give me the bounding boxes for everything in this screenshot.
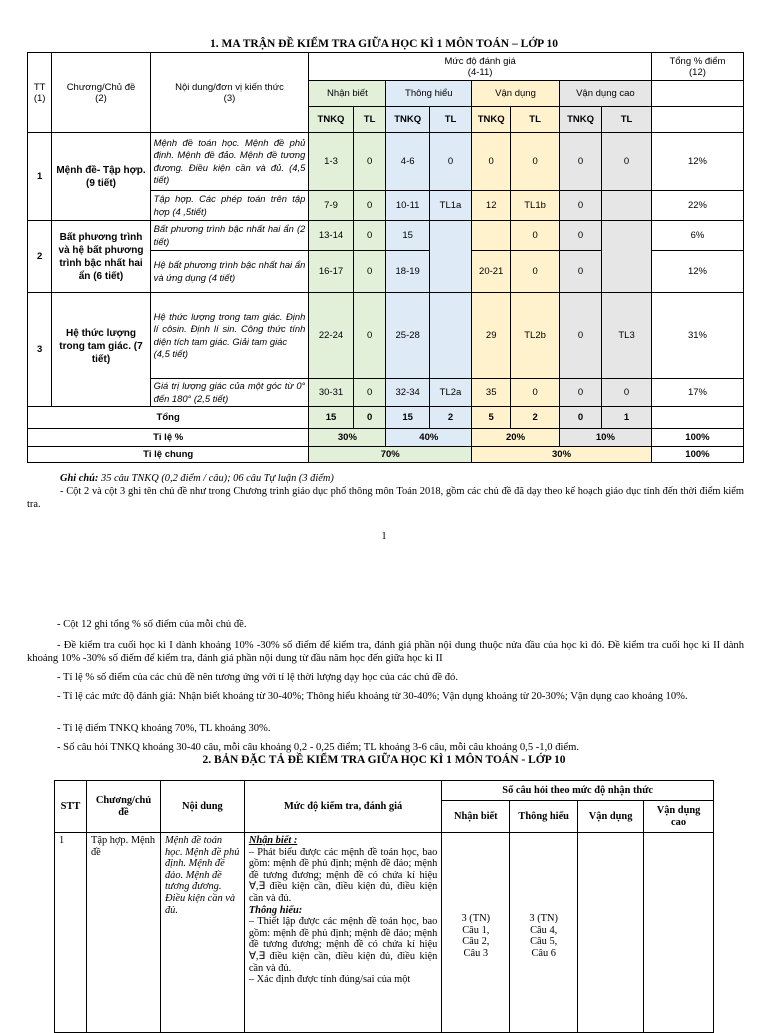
spec-level-header: Nhận biết	[442, 801, 510, 833]
spec-header-content: Nội dung	[160, 781, 244, 833]
paragraph: - Tỉ lệ % số điểm của các chủ đề nên tương ứng với tỉ lệ thời lượng dạy học của các chủ đề đó.	[57, 672, 458, 683]
cell: 0	[472, 133, 511, 191]
spec-chapter: Tập hợp. Mệnh đề	[86, 833, 160, 1033]
cell: 25-28	[386, 293, 429, 379]
paragraph: - Tỉ lệ điểm TNKQ khoảng 70%, TL khoảng 30%.	[57, 723, 271, 734]
exam-matrix-table	[27, 52, 744, 463]
page-number: 1	[381, 531, 387, 542]
total-cell: 0	[559, 407, 601, 429]
header-total-blank	[651, 81, 743, 107]
spec-stt: 1	[55, 833, 87, 1033]
content-cell: Bất phương trình bậc nhất hai ẩn (2 tiết)	[150, 221, 309, 251]
total-label: Tổng	[28, 407, 309, 429]
sub-tnkq: TNKQ	[559, 107, 601, 133]
sub-tl: TL	[511, 107, 560, 133]
spec-level-header: Vận dụng cao	[644, 801, 714, 833]
total-cell: 2	[511, 407, 560, 429]
spec-header-level: Mức độ kiểm tra, đánh giá	[244, 781, 442, 833]
content-cell: Hệ thức lượng trong tam giác. Định lí côsin. Định lí sin. Công thức tính diện tích tam giác. Giải tam giác (4,5 tiết)	[150, 293, 309, 379]
total-cell: 5	[472, 407, 511, 429]
pct-cell: 6%	[651, 221, 743, 251]
cell: 0	[353, 133, 386, 191]
cell	[429, 293, 471, 379]
cell: 0	[511, 379, 560, 407]
chapter-name: Bất phương trình và hệ bất phương trình bậc nhất hai ẩn (6 tiết)	[52, 221, 150, 293]
cell: 30-31	[309, 379, 353, 407]
ratio-cell: 30%	[309, 429, 386, 447]
cell: 0	[353, 221, 386, 251]
spec-header-chapter: Chương/chủ đề	[86, 781, 160, 833]
cell: 18-19	[386, 251, 429, 293]
chapter-name: Hệ thức lượng trong tam giác. (7 tiết)	[52, 293, 150, 407]
note-columns: - Cột 2 và cột 3 ghi tên chủ đề như trong Chương trình giáo dục phổ thông môn Toán 2018, gồm các chủ đề đã dạy theo kế hoạch giáo dục tính đến thời điểm kiểm tra.	[27, 486, 744, 510]
cell: 0	[511, 251, 560, 293]
cell: TL2b	[511, 293, 560, 379]
content-cell: Mệnh đề toán học. Mệnh đề phủ định. Mệnh đề đảo. Mệnh đề tương đương. Điều kiện cần và đủ. (4,5 tiết)	[150, 133, 309, 191]
cell: 32-34	[386, 379, 429, 407]
cell: 0	[559, 379, 601, 407]
spec-description: Nhận biết : – Phát biểu được các mệnh đề toán học, bao gồm: mệnh đề phủ định; mệnh đề đảo; mệnh đề tương đương; mệnh đề có chứa kí hiệu ∀,∃ điều kiện cần, điều kiện đủ, điều kiện cần và đủ. Thông hiểu: – Thiết lập được các mệnh đề toán học, bao gồm: mệnh đề phủ định; mệnh đề đảo; mệnh đề tương đương; mệnh đề có chứa kí hiệu ∀,∃ điều kiện cần, điều kiện đủ, điều kiện cần và đủ. – Xác định được tính đúng/sai của một	[244, 833, 442, 1033]
cell: 15	[386, 221, 429, 251]
cell: 0	[429, 133, 471, 191]
level-van-dung: Vận dụng	[472, 81, 560, 107]
sub-tl: TL	[602, 107, 652, 133]
common-ratio-cell: 30%	[472, 447, 652, 463]
chapter-tt: 1	[28, 133, 52, 221]
spec-header-stt: STT	[55, 781, 87, 833]
cell: 0	[559, 191, 601, 221]
total-cell: 15	[386, 407, 429, 429]
header-tt: TT (1)	[28, 53, 52, 133]
cell: 7-9	[309, 191, 353, 221]
cell: 16-17	[309, 251, 353, 293]
cell: 0	[353, 379, 386, 407]
pct-cell: 12%	[651, 251, 743, 293]
chapter-name: Mệnh đề- Tập hợp. (9 tiết)	[52, 133, 150, 221]
cell	[602, 191, 652, 221]
cell: 20-21	[472, 251, 511, 293]
pct-cell: 17%	[651, 379, 743, 407]
cell: 29	[472, 293, 511, 379]
ratio-cell: 20%	[472, 429, 560, 447]
spec-table	[54, 780, 714, 1033]
common-ratio-cell: 70%	[309, 447, 472, 463]
matrix-title: 1. MA TRẬN ĐỀ KIỂM TRA GIỮA HỌC KÌ 1 MÔN TOÁN – LỚP 10	[210, 38, 558, 50]
chapter-tt: 3	[28, 293, 52, 407]
paragraph: - Cột 12 ghi tổng % số điểm của mỗi chủ đề.	[57, 619, 247, 630]
header-total: Tổng % điểm (12)	[651, 53, 743, 81]
paragraph: - Tỉ lệ các mức độ đánh giá: Nhận biết khoảng từ 30-40%; Thông hiểu khoảng từ 30-40%; Vận dụng khoảng từ 20-30%; Vận dụng cao khoảng 10%.	[57, 691, 688, 702]
ratio-cell: 40%	[386, 429, 472, 447]
cell: 0	[353, 293, 386, 379]
content-cell: Giá trị lượng giác của một góc từ 0° đến 180° (2,5 tiết)	[150, 379, 309, 407]
sub-tnkq: TNKQ	[472, 107, 511, 133]
pct-cell: 31%	[651, 293, 743, 379]
cell	[429, 221, 471, 293]
level-van-dung-cao: Vận dụng cao	[559, 81, 651, 107]
pct-cell: 22%	[651, 191, 743, 221]
cell: 12	[472, 191, 511, 221]
cell: 1-3	[309, 133, 353, 191]
level-thong-hieu: Thông hiểu	[386, 81, 472, 107]
spec-content: Mệnh đề toán học. Mệnh đề phủ định. Mệnh đề đảo. Mệnh đề tương đương. Điều kiện cần và đủ.	[160, 833, 244, 1033]
header-chapter: Chương/Chủ đề (2)	[52, 53, 150, 133]
paragraph: - Đề kiểm tra cuối học kì I dành khoảng 10% -30% số điểm để kiểm tra, đánh giá phần nội dung thuộc nửa đầu của học kì đó. Đề kiểm tra cuối học kì II dành khoảng 10% -30% số điểm để kiểm tra, đánh giá phần nội dung từ đầu năm học đến giữa học kì II	[27, 640, 744, 664]
spec-header-question-count: Số câu hỏi theo mức độ nhận thức	[442, 781, 714, 801]
total-cell: 15	[309, 407, 353, 429]
cell	[602, 221, 652, 293]
cell: 10-11	[386, 191, 429, 221]
cell: 0	[559, 133, 601, 191]
cell: 0	[559, 221, 601, 251]
cell: 0	[602, 379, 652, 407]
header-content: Nội dung/đơn vị kiến thức (3)	[150, 53, 309, 133]
cell: TL2a	[429, 379, 471, 407]
level-nhan-biet: Nhận biết	[309, 81, 386, 107]
total-pct-blank	[651, 407, 743, 429]
cell: 22-24	[309, 293, 353, 379]
spec-vd-questions	[578, 833, 644, 1033]
cell: 0	[511, 221, 560, 251]
spec-level-header: Thông hiểu	[510, 801, 578, 833]
sub-total-blank	[651, 107, 743, 133]
common-ratio-label: Tỉ lệ chung	[28, 447, 309, 463]
sub-tl: TL	[353, 107, 386, 133]
paragraph: - Số câu hỏi TNKQ khoảng 30-40 câu, mỗi câu khoảng 0,2 - 0,25 điểm; TL khoảng 3-6 câu, mỗi câu khoảng 0,5 -1,0 điểm.	[57, 742, 580, 753]
cell: 4-6	[386, 133, 429, 191]
spec-vdc-questions	[644, 833, 714, 1033]
cell: TL1b	[511, 191, 560, 221]
chapter-tt: 2	[28, 221, 52, 293]
cell: 35	[472, 379, 511, 407]
cell: 0	[602, 133, 652, 191]
content-cell: Tập hợp. Các phép toán trên tập hợp (4 ,5tiết)	[150, 191, 309, 221]
sub-tnkq: TNKQ	[309, 107, 353, 133]
sub-tnkq: TNKQ	[386, 107, 429, 133]
common-ratio-total: 100%	[651, 447, 743, 463]
cell: 0	[353, 191, 386, 221]
spec-level-header: Vận dụng	[578, 801, 644, 833]
spec-nb-questions: 3 (TN) Câu 1, Câu 2, Câu 3	[442, 833, 510, 1033]
header-level: Mức độ đánh giá (4-11)	[309, 53, 652, 81]
cell: 0	[353, 251, 386, 293]
spec-th-questions: 3 (TN) Câu 4, Câu 5, Câu 6	[510, 833, 578, 1033]
content-cell: Hệ bất phương trình bậc nhất hai ẩn và ứng dụng (4 tiết)	[150, 251, 309, 293]
sub-tl: TL	[429, 107, 471, 133]
cell	[472, 221, 511, 251]
ratio-total: 100%	[651, 429, 743, 447]
total-cell: 0	[353, 407, 386, 429]
total-cell: 1	[602, 407, 652, 429]
note-summary: Ghi chú: 35 câu TNKQ (0,2 điểm / câu); 06 câu Tự luận (3 điểm)	[60, 473, 334, 484]
ratio-label: Tỉ lệ %	[28, 429, 309, 447]
cell: 0	[559, 293, 601, 379]
cell: 0	[559, 251, 601, 293]
total-cell: 2	[429, 407, 471, 429]
spec-title: 2. BẢN ĐẶC TẢ ĐỀ KIỂM TRA GIỮA HỌC KÌ 1 MÔN TOÁN - LỚP 10	[202, 754, 566, 766]
ratio-cell: 10%	[559, 429, 651, 447]
cell: 13-14	[309, 221, 353, 251]
cell: 0	[511, 133, 560, 191]
cell: TL1a	[429, 191, 471, 221]
pct-cell: 12%	[651, 133, 743, 191]
cell: TL3	[602, 293, 652, 379]
